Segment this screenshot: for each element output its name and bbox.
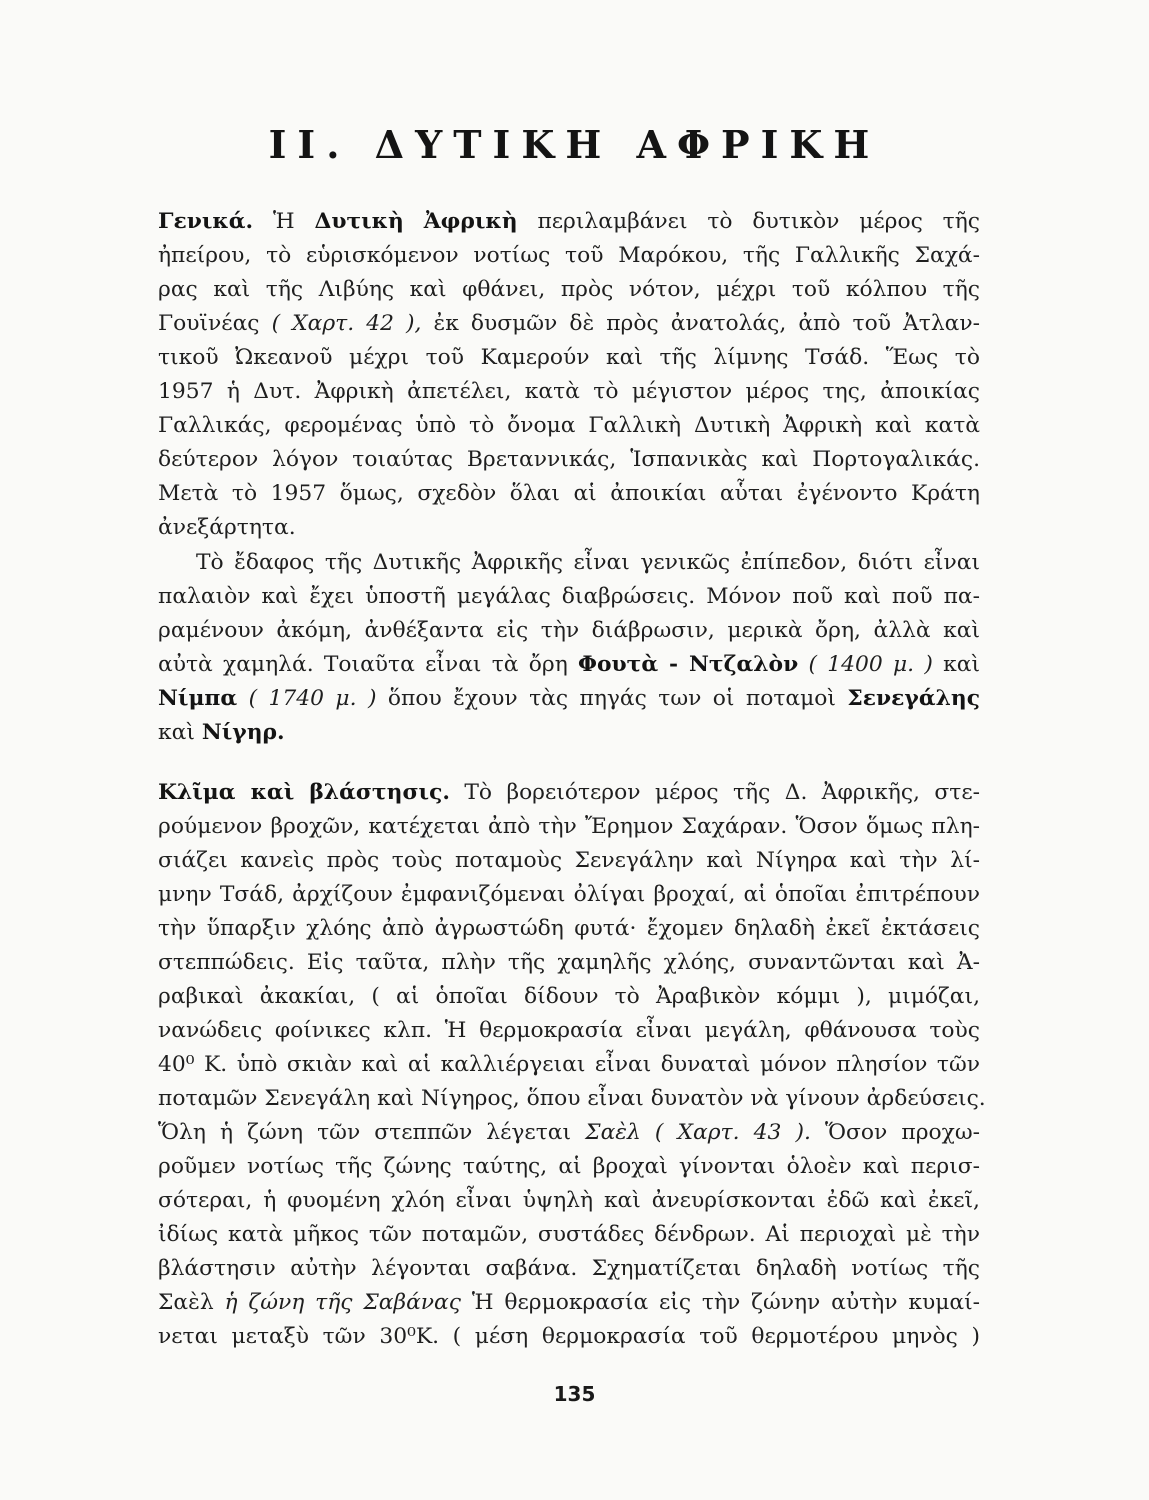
text-line: 1957 ἡ Δυτ. Ἀφρικὴ ἀπετέλει, κατὰ τὸ μέγιστον μέρος της, ἀποικίας: [158, 379, 980, 404]
text-line: νεται μεταξὺ τῶν 30⁰Κ. ( μέση θερμοκρασία τοῦ θερμοτέρου μηνὸς ): [158, 1324, 980, 1349]
text-line: Ὅλη ἡ ζώνη τῶν στεππῶν λέγεται Σαὲλ ( Χαρτ. 43 ). Ὅσον προχω-: [158, 1120, 980, 1145]
text-line: βλάστησιν αὐτὴν λέγονται σαβάνα. Σχηματίζεται δηλαδὴ νοτίως τῆς: [158, 1256, 980, 1281]
text-line: Μετὰ τὸ 1957 ὅμως, σχεδὸν ὅλαι αἱ ἀποικίαι αὗται ἐγένοντο Κράτη: [158, 481, 980, 506]
text-line: στεππώδεις. Εἰς ταῦτα, πλὴν τῆς χαμηλῆς χλόης, συναντῶνται καὶ Ἀ-: [158, 950, 980, 975]
elevation-value: ( 1400 μ. ): [808, 652, 933, 677]
text-line: ρούμενον βροχῶν, κατέχεται ἀπὸ τὴν Ἔρημον Σαχάραν. Ὅσον ὅμως πλη-: [158, 814, 980, 839]
term-senegal: Σενεγάλης: [847, 686, 980, 711]
text-line: ραμένουν ἀκόμη, ἀνθέξαντα εἰς τὴν διάβρωσιν, μερικὰ ὄρη, ἀλλὰ καὶ: [158, 618, 980, 643]
text-line: ἠπείρου, τὸ εὑρισκόμενον νοτίως τοῦ Μαρόκου, τῆς Γαλλικῆς Σαχά-: [158, 243, 980, 268]
text-line: τὴν ὕπαρξιν χλόης ἀπὸ ἀγρωστώδη φυτά· ἔχομεν δηλαδὴ ἐκεῖ ἐκτάσεις: [158, 916, 980, 941]
text-line: παλαιὸν καὶ ἔχει ὑποστῆ μεγάλας διαβρώσεις. Μόνον ποῦ καὶ ποῦ πα-: [158, 584, 980, 609]
map-reference: Σαὲλ ( Χαρτ. 43 ).: [585, 1120, 811, 1145]
text-line: καὶ Νίγηρ.: [158, 720, 285, 745]
text-line: νανώδεις φοίνικες κλπ. Ἡ θερμοκρασία εἶναι μεγάλη, φθάνουσα τοὺς: [158, 1018, 980, 1043]
term-western: Δυτικὴ: [314, 209, 404, 234]
text-line: ρας καὶ τῆς Λιβύης καὶ φθάνει, πρὸς νότον, μέχρι τοῦ κόλπου τῆς: [158, 277, 980, 302]
text-line: μνην Τσάδ, ἀρχίζουν ἐμφανιζόμεναι ὀλίγαι βροχαί, αἱ ὁποῖαι ἐπιτρέπουν: [158, 882, 980, 907]
text-line: 40⁰ Κ. ὑπὸ σκιὰν καὶ αἱ καλλιέργειαι εἶναι δυναταὶ μόνον πλησίον τῶν: [158, 1052, 980, 1077]
text-line: Γουϊνέας ( Χαρτ. 42 ), ἐκ δυσμῶν δὲ πρὸς ἀνατολάς, ἀπὸ τοῦ Ἀτλαν-: [158, 311, 980, 336]
term-nimba: Νίμπα: [158, 686, 238, 711]
page-number: 135: [553, 1382, 596, 1406]
text-line: τικοῦ Ὠκεανοῦ μέχρι τοῦ Καμερούν καὶ τῆς λίμνης Τσάδ. Ἕως τὸ: [158, 345, 980, 370]
text-line: ἀνεξάρτητα.: [158, 515, 296, 540]
term-africa: Ἀφρικὴ: [423, 209, 518, 234]
text-line: Κλῖμα καὶ βλάστησις. Τὸ βορειότερον μέρος τῆς Δ. Ἀφρικῆς, στε-: [158, 780, 980, 805]
text-line: αὐτὰ χαμηλά. Τοιαῦτα εἶναι τὰ ὄρη Φουτὰ - Ντζαλὸν ( 1400 μ. ) καὶ: [158, 652, 980, 677]
text-line: ροῦμεν νοτίως τῆς ζώνης ταύτης, αἱ βροχαὶ γίνονται ὁλοὲν καὶ περισ-: [158, 1154, 980, 1179]
term-futa-jallon: Φουτὰ - Ντζαλὸν: [578, 652, 799, 677]
map-reference: ( Χαρτ. 42 ),: [271, 311, 422, 336]
elevation-value: ( 1740 μ. ): [248, 686, 377, 711]
text-line: ποταμῶν Σενεγάλη καὶ Νίγηρος, ὅπου εἶναι δυνατὸν νὰ γίνουν ἀρδεύσεις.: [158, 1086, 986, 1111]
text-line: σιάζει κανεὶς πρὸς τοὺς ποταμοὺς Σενεγάλην καὶ Νίγηρα καὶ τὴν λί-: [158, 848, 980, 873]
text-line: Νίμπα ( 1740 μ. ) ὅπου ἔχουν τὰς πηγάς των οἱ ποταμοὶ Σενεγάλης: [158, 686, 980, 711]
text-line: ραβικαὶ ἀκακίαι, ( αἱ ὁποῖαι δίδουν τὸ Ἀραβικὸν κόμμι ), μιμόζαι,: [158, 984, 980, 1009]
section-heading-climate: Κλῖμα καὶ βλάστησις.: [158, 780, 450, 805]
text-line: ἰδίως κατὰ μῆκος τῶν ποταμῶν, συστάδες δένδρων. Αἱ περιοχαὶ μὲ τὴν: [158, 1222, 980, 1247]
text-line: Σαὲλ ἡ ζώνη τῆς Σαβάνας Ἡ θερμοκρασία εἰς τὴν ζώνην αὐτὴν κυμαί-: [158, 1290, 980, 1315]
chapter-title: II. ΔΥΤΙΚΗ ΑΦΡΙΚΗ: [268, 122, 881, 167]
term-niger: Νίγηρ.: [201, 720, 285, 745]
text-line: δεύτερον λόγον τοιαύτας Βρεταννικάς, Ἱσπανικὰς καὶ Πορτογαλικάς.: [158, 447, 980, 472]
text-line: σότεραι, ἡ φυομένη χλόη εἶναι ὑψηλὴ καὶ ἀνευρίσκονται ἐδῶ καὶ ἐκεῖ,: [158, 1188, 980, 1213]
term-savanna-zone: ἡ ζώνη τῆς Σαβάνας: [224, 1290, 461, 1315]
text-line: Γαλλικάς, φερομένας ὑπὸ τὸ ὄνομα Γαλλικὴ Δυτικὴ Ἀφρικὴ καὶ κατὰ: [158, 413, 980, 438]
text-line: Γενικά. Ἡ Δυτικὴ Ἀφρικὴ περιλαμβάνει τὸ δυτικὸν μέρος τῆς: [158, 209, 980, 234]
text-line: Τὸ ἔδαφος τῆς Δυτικῆς Ἀφρικῆς εἶναι γενικῶς ἐπίπεδον, διότι εἶναι: [196, 550, 980, 575]
section-heading-general: Γενικά.: [158, 209, 254, 234]
